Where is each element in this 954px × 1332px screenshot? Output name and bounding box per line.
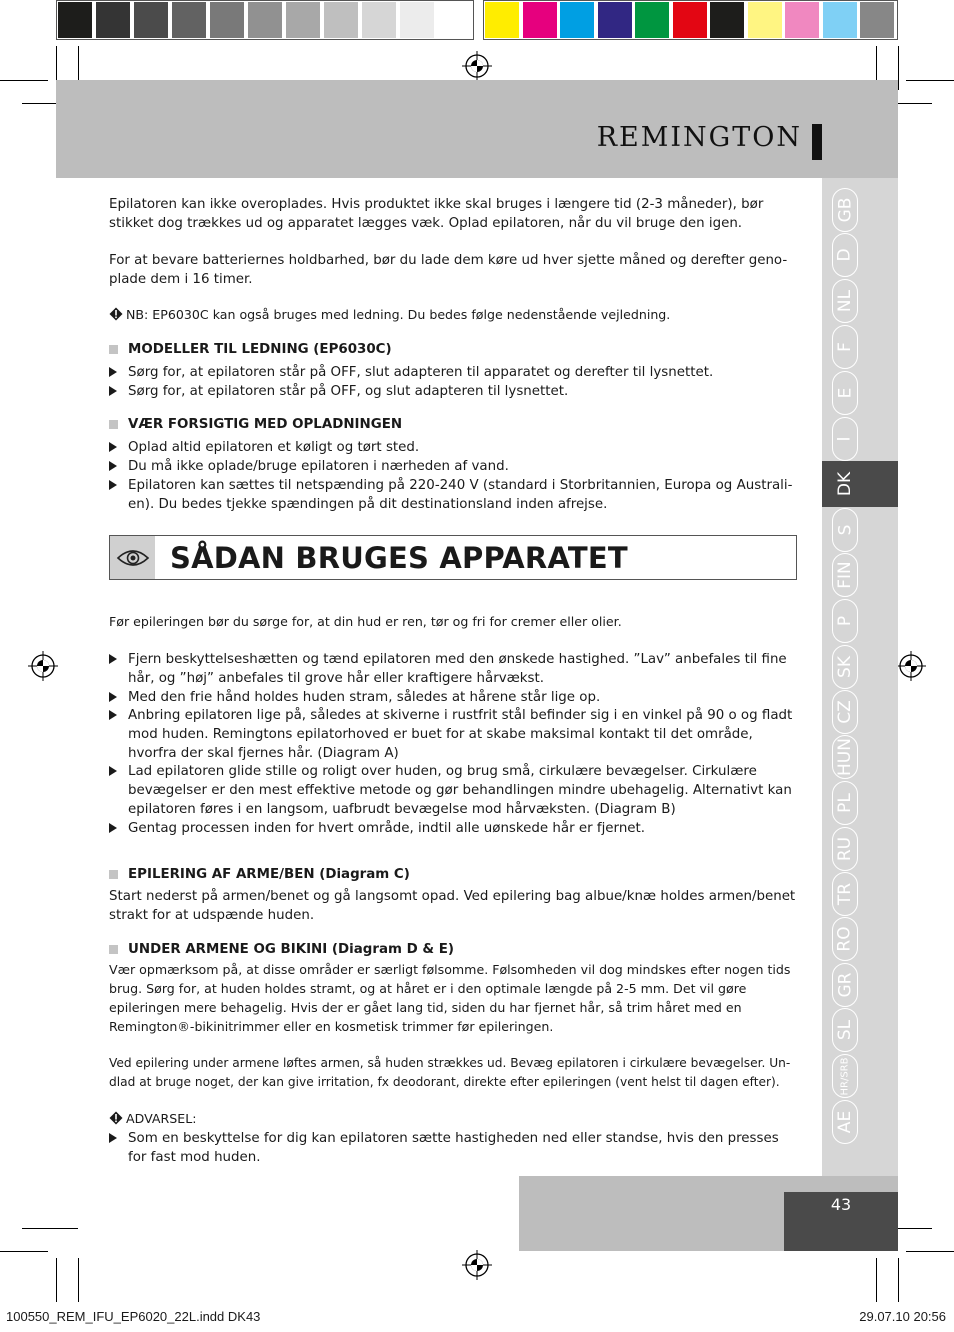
grey-swatch: [134, 2, 168, 38]
language-tab-f[interactable]: [832, 325, 858, 369]
language-tab-label: FIN: [835, 561, 856, 589]
language-tab-ae[interactable]: [832, 1100, 858, 1144]
file-slug: 100550_REM_IFU_EP6020_22L.indd DK43: [6, 1309, 261, 1324]
language-tab-sk[interactable]: [832, 645, 858, 689]
logo-bar: [812, 124, 822, 160]
language-tab-gb[interactable]: [832, 188, 858, 232]
grey-swatch: [438, 2, 472, 38]
registration-mark-icon: [896, 651, 926, 681]
grey-swatch: [172, 2, 206, 38]
grey-swatch: [248, 2, 282, 38]
language-tab-label: GB: [835, 197, 855, 223]
warning-label: [109, 1109, 799, 1128]
intro-paragraph-2: For at bevare batteriernes holdbarhed, bør du lade dem køre ud hver sjette måned og derefter geno-plade dem i 16 timer.: [109, 253, 788, 287]
language-tab-column: [822, 178, 898, 1176]
warning-label-text: ADVARSEL:: [126, 1111, 197, 1126]
language-tab-fin[interactable]: [832, 553, 858, 597]
language-tab-label: P: [834, 615, 855, 627]
page-number: 43: [830, 1195, 852, 1214]
list-item-text: Epilatoren kan sættes til netspænding på 220-240 V (standard i Storbritannien, Europa og Australi-en). Du bedes tjekke spændingen på dit destinationsland inden afrejse.: [128, 478, 793, 512]
color-swatch: [785, 2, 819, 38]
language-tab-sl[interactable]: [832, 1008, 858, 1052]
color-swatch: [485, 2, 519, 38]
grey-swatch: [58, 2, 92, 38]
arms-legs-text: Start nederst på armen/benet og gå langsomt opad. Ved epilering bag albue/knæ holdes armen/benet strakt for at udspænde huden.: [109, 889, 796, 923]
language-tab-hr-srb[interactable]: [832, 1054, 858, 1098]
list-item: [109, 706, 799, 763]
language-tab-label: CZ: [835, 700, 855, 724]
list-item: [109, 650, 799, 688]
grey-swatch: [362, 2, 396, 38]
heading-text: UNDER ARMENE OG BIKINI (Diagram D & E): [128, 942, 454, 957]
language-tab-label: SK: [834, 656, 855, 678]
list-item-text: Gentag processen inden for hvert område, indtil alle uønskede hår er fjernet.: [128, 821, 646, 836]
language-tab-label: SL: [834, 1019, 855, 1041]
underarms-heading: [109, 942, 454, 957]
grey-swatch: [400, 2, 434, 38]
crop-mark: [876, 1258, 877, 1302]
page-number-box: [784, 1192, 898, 1251]
language-tab-label: NL: [834, 289, 855, 313]
grey-swatch: [286, 2, 320, 38]
language-tab-i[interactable]: [832, 417, 858, 461]
crop-mark: [906, 1251, 954, 1252]
language-tab-s[interactable]: [832, 508, 858, 552]
warning-icon: [109, 1111, 123, 1125]
language-tab-e[interactable]: [832, 371, 858, 415]
language-tab-label: DK: [835, 471, 855, 497]
list-item: [109, 382, 799, 401]
registration-mark-icon: [28, 651, 58, 681]
note-text: NB: EP6030C kan også bruges med ledning. Du bedes følge nedenstående vejledning.: [126, 307, 671, 322]
color-swatch: [860, 2, 894, 38]
intro-paragraph-1: Epilatoren kan ikke overoplades. Hvis produktet ikke skal bruges i længere tid (2-3 måneder), bør stikket dog trækkes ud og apparatet lægges væk. Oplad epilatoren, når du vil bruge den igen.: [109, 197, 764, 231]
crop-mark: [0, 80, 48, 81]
language-tab-pl[interactable]: [832, 781, 858, 825]
grey-swatch: [324, 2, 358, 38]
color-swatch: [523, 2, 557, 38]
list-item: [109, 819, 799, 838]
registration-mark-icon: [462, 1250, 492, 1280]
heading-text: MODELLER TIL LEDNING (EP6030C): [128, 342, 392, 357]
crop-mark: [56, 1258, 57, 1302]
section-title-box: [109, 535, 797, 580]
language-tab-label: E: [835, 387, 855, 399]
color-swatch: [710, 2, 744, 38]
color-swatch: [560, 2, 594, 38]
intro-note: [109, 305, 799, 324]
language-tab-gr[interactable]: [832, 963, 858, 1007]
language-tab-p[interactable]: [832, 599, 858, 643]
charging-heading: [109, 417, 402, 432]
list-item: [109, 438, 799, 457]
list-item-text: Med den frie hånd holdes huden stram, således at hårene står lige op.: [128, 690, 601, 705]
heading-text: EPILERING AF ARME/BEN (Diagram C): [128, 867, 410, 882]
brand-logo: REMINGTON: [596, 122, 802, 153]
language-tab-ro[interactable]: [832, 917, 858, 961]
eye-icon: [110, 536, 155, 579]
underarms-text: Vær opmærksom på, at disse områder er særligt følsomme. Følsomheden vil dog mindskes efter nogen tids brug. Sørg for, at huden holdes stramt, og at håret er i den optimale længde på 2-5 mm. Det vil gøre epileringen mere behagelig. Hvis der er gået lang tid, siden du har fjernet hår, så trim håret med en Remington®-bikinitrimmer eller en kosmetisk trimmer før epileringen.: [109, 962, 791, 1034]
language-tab-tr[interactable]: [832, 872, 858, 916]
list-item: [109, 457, 799, 476]
section-title: SÅDAN BRUGES APPARATET: [170, 541, 628, 575]
list-item: [109, 688, 799, 707]
language-tab-cz[interactable]: [832, 690, 858, 734]
language-tab-ru[interactable]: [832, 827, 858, 871]
crop-mark: [22, 1228, 78, 1229]
crop-mark: [898, 1258, 899, 1302]
language-tab-label: D: [835, 248, 855, 262]
color-swatch: [748, 2, 782, 38]
language-tab-label: HUN: [835, 738, 856, 776]
color-swatch: [673, 2, 707, 38]
language-tab-label: F: [835, 342, 855, 352]
list-item-text: Fjern beskyttelseshætten og tænd epilatoren med den ønskede hastighed. ”Lav” anbefales til fine hår, og ”høj” anbefales til grove hår eller kraftigere hårvækst.: [128, 652, 787, 686]
crop-mark: [906, 80, 954, 81]
language-tab-label: I: [834, 436, 855, 442]
language-tab-label: AE: [835, 1110, 855, 1134]
color-swatch: [823, 2, 857, 38]
list-item-text: Oplad altid epilatoren et køligt og tørt sted.: [128, 440, 420, 455]
usage-intro: Før epileringen bør du sørge for, at din hud er ren, tør og fri for cremer eller olier.: [109, 614, 622, 629]
registration-mark-icon: [462, 51, 492, 81]
list-item-text: Sørg for, at epilatoren står på OFF, slut adapteren til apparatet og derefter til lysnettet.: [128, 365, 714, 380]
underarms-text-2: Ved epilering under armene løftes armen, så huden strækkes ud. Bevæg epilatoren i cirkulære bevægelser. Un-dlad at bruge noget, der kan give irritation, fx deodorant, direkte efter epileringen (vent helst til dagen efter).: [109, 1056, 791, 1089]
list-item-text: Lad epilatoren glide stille og roligt over huden, og brug små, cirkulære bevægelser. Cirkulære bevægelser er den mest effektive metode og gør behandlingen mindre ubehagelig. Alternativt kan epilatoren føres i en langsom, uafbrudt bevægelse mod hårvæksten. (Diagram B): [128, 764, 792, 817]
language-tab-label: GR: [835, 972, 855, 998]
list-item-text: Sørg for, at epilatoren står på OFF, og slut adapteren til lysnettet.: [128, 384, 569, 399]
list-item: [109, 1129, 799, 1167]
heading-text: VÆR FORSIGTIG MED OPLADNINGEN: [128, 417, 403, 432]
language-tab-hun[interactable]: [832, 735, 858, 779]
grey-swatch: [96, 2, 130, 38]
language-tab-label: S: [834, 524, 855, 536]
date-slug: 29.07.10 20:56: [859, 1309, 946, 1324]
language-tab-dk[interactable]: [832, 462, 858, 506]
language-tab-d[interactable]: [832, 233, 858, 277]
language-tab-label: RO: [835, 926, 856, 952]
page-header: [56, 80, 898, 178]
crop-mark: [0, 1251, 48, 1252]
language-tab-label: TR: [834, 882, 855, 906]
grey-swatch: [210, 2, 244, 38]
language-tab-nl[interactable]: [832, 279, 858, 323]
list-item-text: Du må ikke oplade/bruge epilatoren i nærheden af vand.: [128, 459, 509, 474]
list-item: [109, 476, 799, 514]
arms-legs-heading: [109, 867, 410, 882]
warning-icon: [109, 307, 123, 321]
list-item: [109, 762, 799, 819]
list-item-text: Anbring epilatoren lige på, således at skiverne i rustfrit stål befinder sig i en vinkel på 90 o og fladt mod huden. Remingtons epilatorhoved er buet for at skabe maksimal kontakt til det område, hvorfra der skal fjernes hår. (Diagram A): [128, 708, 793, 761]
language-tab-label: RU: [835, 836, 856, 862]
crop-mark: [78, 1258, 79, 1302]
color-swatch: [635, 2, 669, 38]
color-swatch: [598, 2, 632, 38]
list-item-text: Som en beskyttelse for dig kan epilatoren sætte hastigheden ned eller standse, hvis den presses for fast mod huden.: [128, 1131, 779, 1165]
crop-mark: [898, 46, 899, 90]
language-tab-label: PL: [834, 793, 855, 813]
language-tab-label: HR/SRB: [839, 1057, 851, 1095]
cord-models-heading: [109, 342, 392, 357]
list-item: [109, 363, 799, 382]
